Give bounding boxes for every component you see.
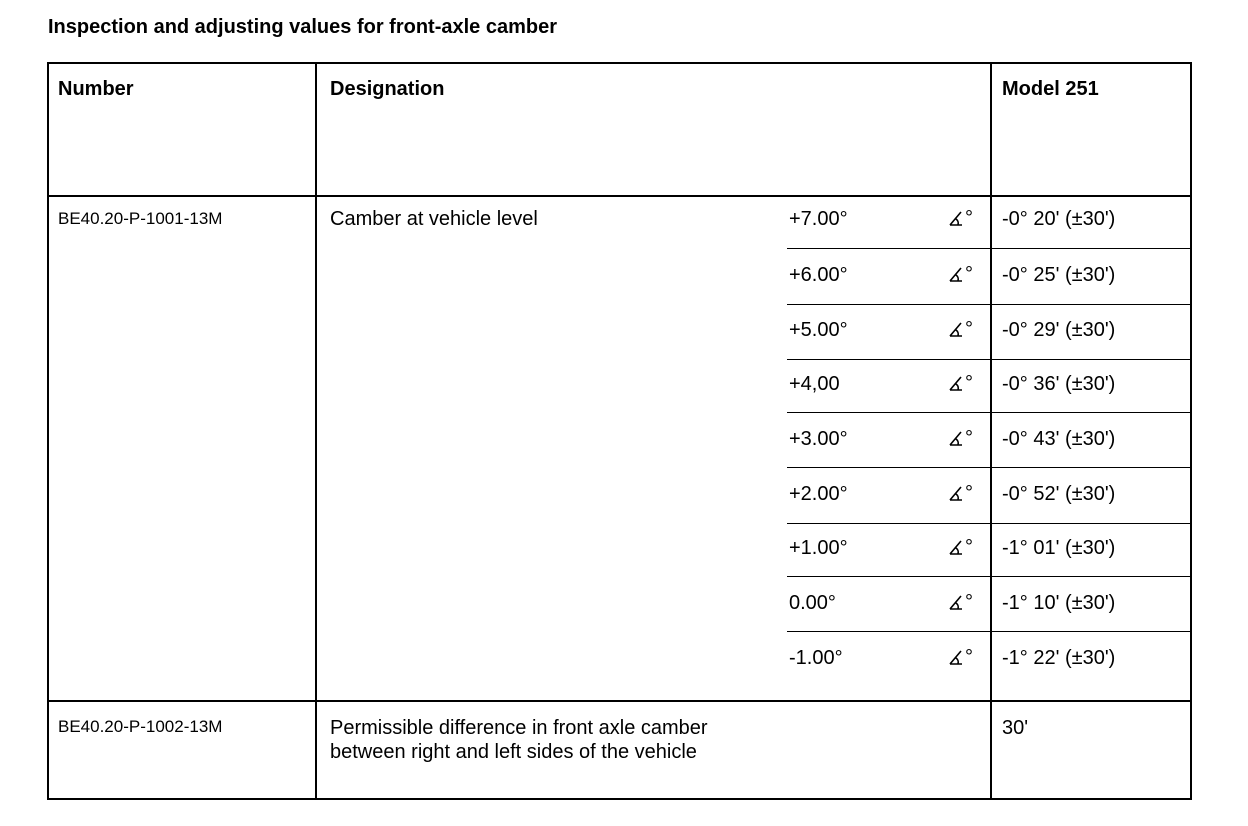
degree-symbol: ° — [965, 263, 973, 285]
degree-symbol: ° — [965, 372, 973, 394]
angle-icon — [948, 374, 973, 392]
row-number-1001: BE40.20-P-1001-13M — [58, 209, 223, 228]
degree-symbol: ° — [965, 318, 973, 340]
degree-symbol: ° — [965, 427, 973, 449]
column-divider-model — [990, 62, 992, 800]
vehicle-level-value: +1.00° — [789, 537, 848, 559]
vehicle-level-value: +6.00° — [789, 264, 848, 286]
camber-value: -1° 22' (±30') — [1002, 647, 1116, 669]
subrow-divider — [787, 248, 1191, 249]
angle-icon — [948, 429, 973, 447]
angle-icon — [948, 320, 973, 338]
row-designation-camber: Camber at vehicle level — [330, 208, 538, 230]
vehicle-level-value: -1.00° — [789, 647, 843, 669]
vehicle-level-value: +4,00 — [789, 373, 840, 395]
degree-symbol: ° — [965, 536, 973, 558]
vehicle-level-value: +5.00° — [789, 319, 848, 341]
camber-value: -0° 36' (±30') — [1002, 373, 1116, 395]
subrow-divider — [787, 523, 1191, 524]
header-number: Number — [58, 78, 134, 100]
row-divider-main — [47, 700, 1192, 702]
angle-icon — [948, 593, 973, 611]
row-number-1002: BE40.20-P-1002-13M — [58, 717, 223, 736]
subrow-divider — [787, 412, 1191, 413]
subrow-divider — [787, 359, 1191, 360]
difference-value: 30' — [1002, 717, 1029, 739]
camber-value: -0° 29' (±30') — [1002, 319, 1116, 341]
header-designation: Designation — [330, 78, 445, 100]
column-divider-number — [315, 62, 317, 800]
angle-icon — [948, 265, 973, 283]
subrow-divider — [787, 576, 1191, 577]
degree-symbol: ° — [965, 482, 973, 504]
camber-value: -1° 10' (±30') — [1002, 592, 1116, 614]
degree-symbol: ° — [965, 646, 973, 668]
vehicle-level-value: +3.00° — [789, 428, 848, 450]
row-designation-difference-line1: Permissible difference in front axle camber — [330, 717, 708, 739]
angle-icon — [948, 648, 973, 666]
header-model: Model 251 — [1002, 78, 1099, 100]
camber-value: -0° 25' (±30') — [1002, 264, 1116, 286]
camber-value: -0° 43' (±30') — [1002, 428, 1116, 450]
vehicle-level-value: +7.00° — [789, 208, 848, 230]
angle-icon — [948, 538, 973, 556]
subrow-divider — [787, 631, 1191, 632]
subrow-divider — [787, 467, 1191, 468]
camber-value: -1° 01' (±30') — [1002, 537, 1116, 559]
camber-value: -0° 20' (±30') — [1002, 208, 1116, 230]
degree-symbol: ° — [965, 591, 973, 613]
row-designation-difference-line2: between right and left sides of the vehicle — [330, 741, 697, 763]
angle-icon — [948, 484, 973, 502]
angle-icon — [948, 209, 973, 227]
vehicle-level-value: 0.00° — [789, 592, 836, 614]
document-title: Inspection and adjusting values for front-axle camber — [48, 16, 557, 38]
subrow-divider — [787, 304, 1191, 305]
header-row-divider — [47, 195, 1192, 197]
vehicle-level-value: +2.00° — [789, 483, 848, 505]
camber-value: -0° 52' (±30') — [1002, 483, 1116, 505]
degree-symbol: ° — [965, 207, 973, 229]
